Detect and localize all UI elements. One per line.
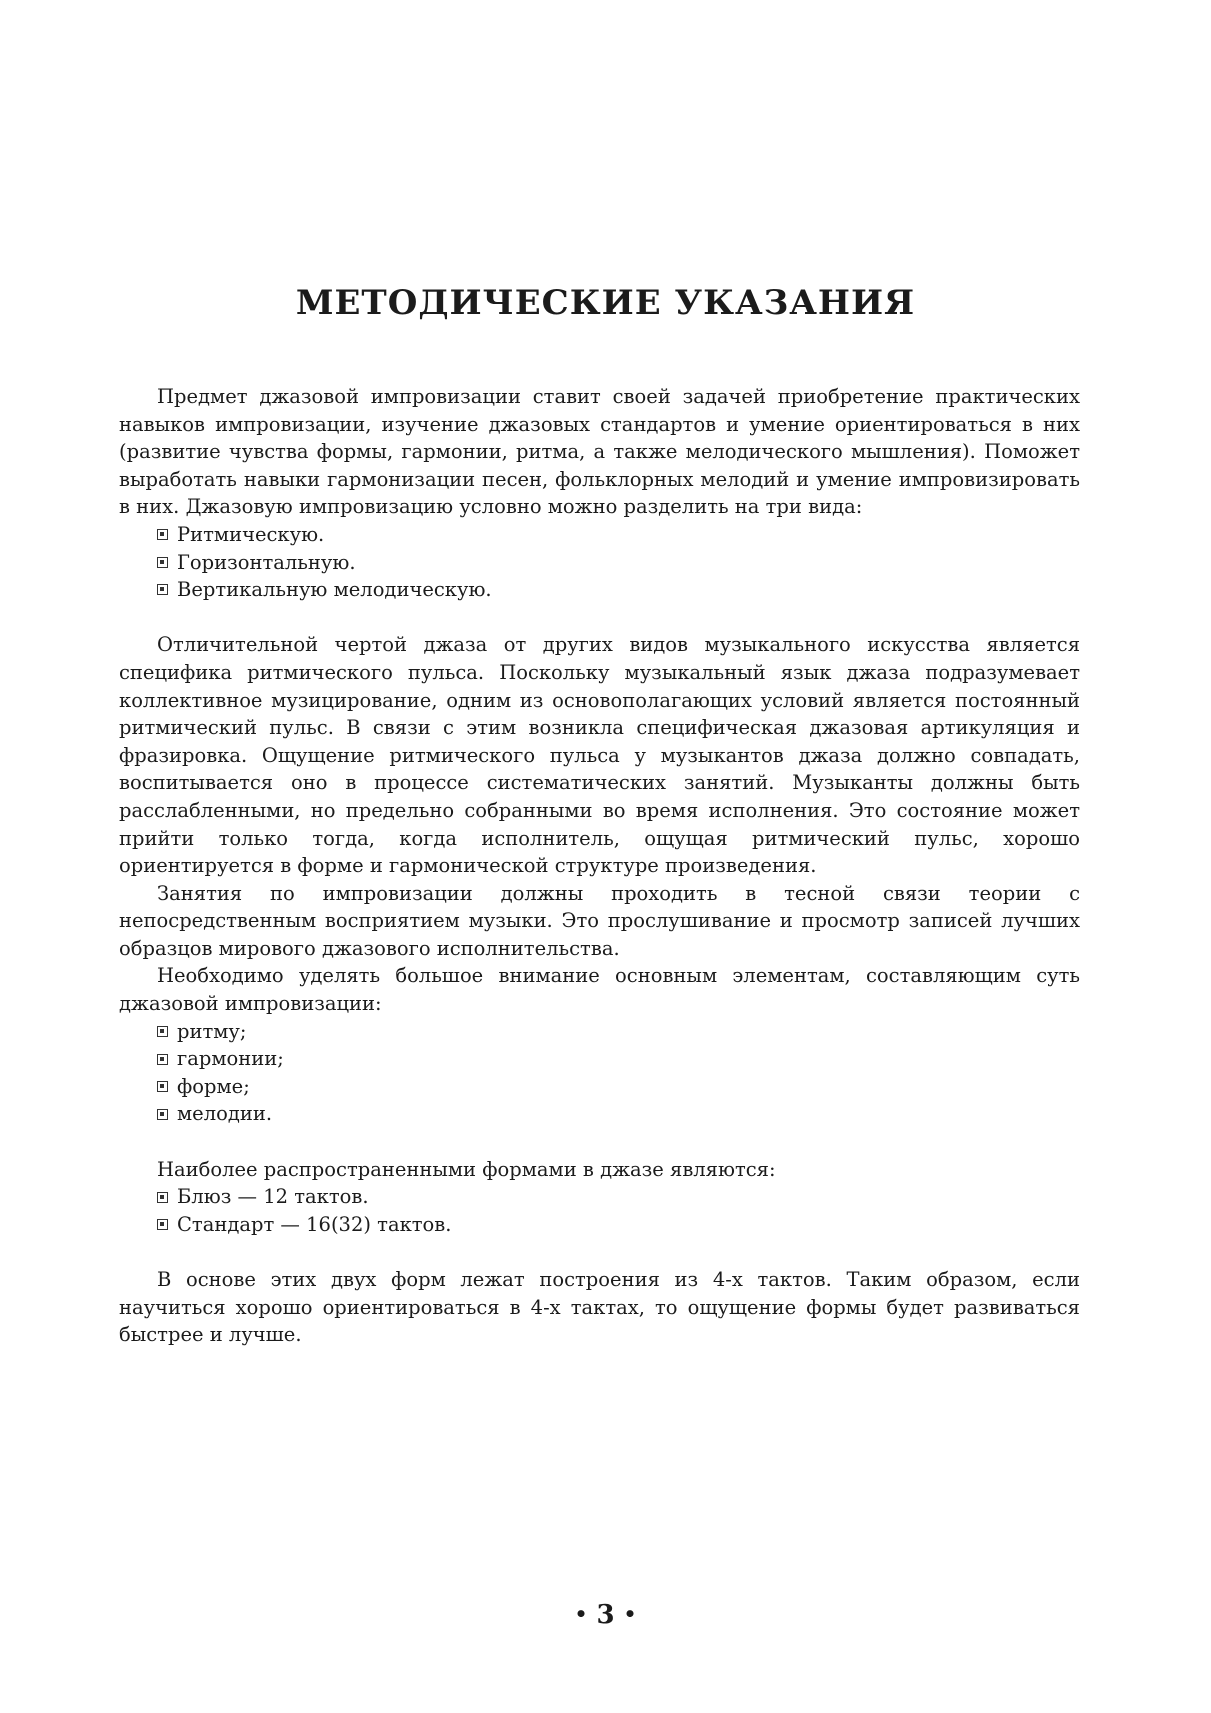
list-item: мелодии.	[157, 1100, 1080, 1128]
square-bullet-icon	[157, 584, 168, 595]
forms-list	[119, 1183, 1080, 1238]
lessons-paragraph: Занятия по импровизации должны проходить в тесной связи теории с непосредственным восприятием музыки. Это прослушивание и просмотр записей лучших образцов мирового джазового исполнительства.	[119, 881, 1080, 960]
square-bullet-icon	[157, 1081, 168, 1092]
square-bullet-icon	[157, 1219, 168, 1230]
square-bullet-icon	[157, 529, 168, 540]
page-number: • 3 •	[574, 1600, 637, 1630]
bullet-dot-icon: •	[623, 1602, 637, 1626]
list-item: форме;	[157, 1073, 1080, 1101]
page-title: МЕТОДИЧЕСКИЕ УКАЗАНИЯ	[295, 283, 916, 323]
square-bullet-icon	[157, 557, 168, 568]
bullet-dot-icon: •	[574, 1602, 588, 1626]
improvisation-kinds-list	[119, 521, 1080, 604]
square-bullet-icon	[157, 1054, 168, 1065]
list-item: Блюз — 12 тактов.	[157, 1183, 1080, 1211]
list-item: ритму;	[157, 1018, 1080, 1046]
forms-paragraph: Наиболее распространенными формами в джазе являются:	[157, 1157, 776, 1181]
elements-list	[119, 1018, 1080, 1128]
square-bullet-icon	[157, 1109, 168, 1120]
intro-paragraph: Предмет джазовой импровизации ставит своей задачей приобретение практических навыков импровизации, изучение джазовых стандартов и умение ориентироваться в них (развитие чувства формы, гармонии, ритма, а также мелодического мышления). Поможет выработать навыки гармонизации песен, фольклорных мелодий и умение импровизировать в них. Джазовую импровизацию условно можно разделить на три вида:	[119, 385, 1080, 519]
square-bullet-icon	[157, 1192, 168, 1203]
list-item: Горизонтальную.	[157, 549, 1080, 577]
list-item: Вертикальную мелодическую.	[157, 576, 1080, 604]
list-item: Стандарт — 16(32) тактов.	[157, 1211, 1080, 1239]
conclusion-paragraph: В основе этих двух форм лежат построения из 4-х тактов. Таким образом, если научиться хорошо ориентироваться в 4-х тактах, то ощущение формы будет развиваться быстрее и лучше.	[119, 1268, 1080, 1347]
list-item: Ритмическую.	[157, 521, 1080, 549]
list-item: гармонии;	[157, 1045, 1080, 1073]
square-bullet-icon	[157, 1026, 168, 1037]
body-text	[119, 383, 1080, 1349]
rhythm-paragraph: Отличительной чертой джаза от других видов музыкального искусства является специфика ритмического пульса. Поскольку музыкальный язык джаза подразумевает коллективное музицирование, одним из основополагающих условий является постоянный ритмический пульс. В связи с этим возникла специфическая джазовая артикуляция и фразировка. Ощущение ритмического пульса у музыкантов джаза должно совпадать, воспитывается оно в процессе систематических занятий. Музыканты должны быть расслабленными, но предельно собранными во время исполнения. Это состояние может прийти только тогда, когда исполнитель, ощущая ритмический пульс, хорошо ориентируется в форме и гармонической структуре произведения.	[119, 633, 1080, 878]
elements-paragraph: Необходимо уделять большое внимание основным элементам, составляющим суть джазовой импровизации:	[119, 964, 1080, 1016]
